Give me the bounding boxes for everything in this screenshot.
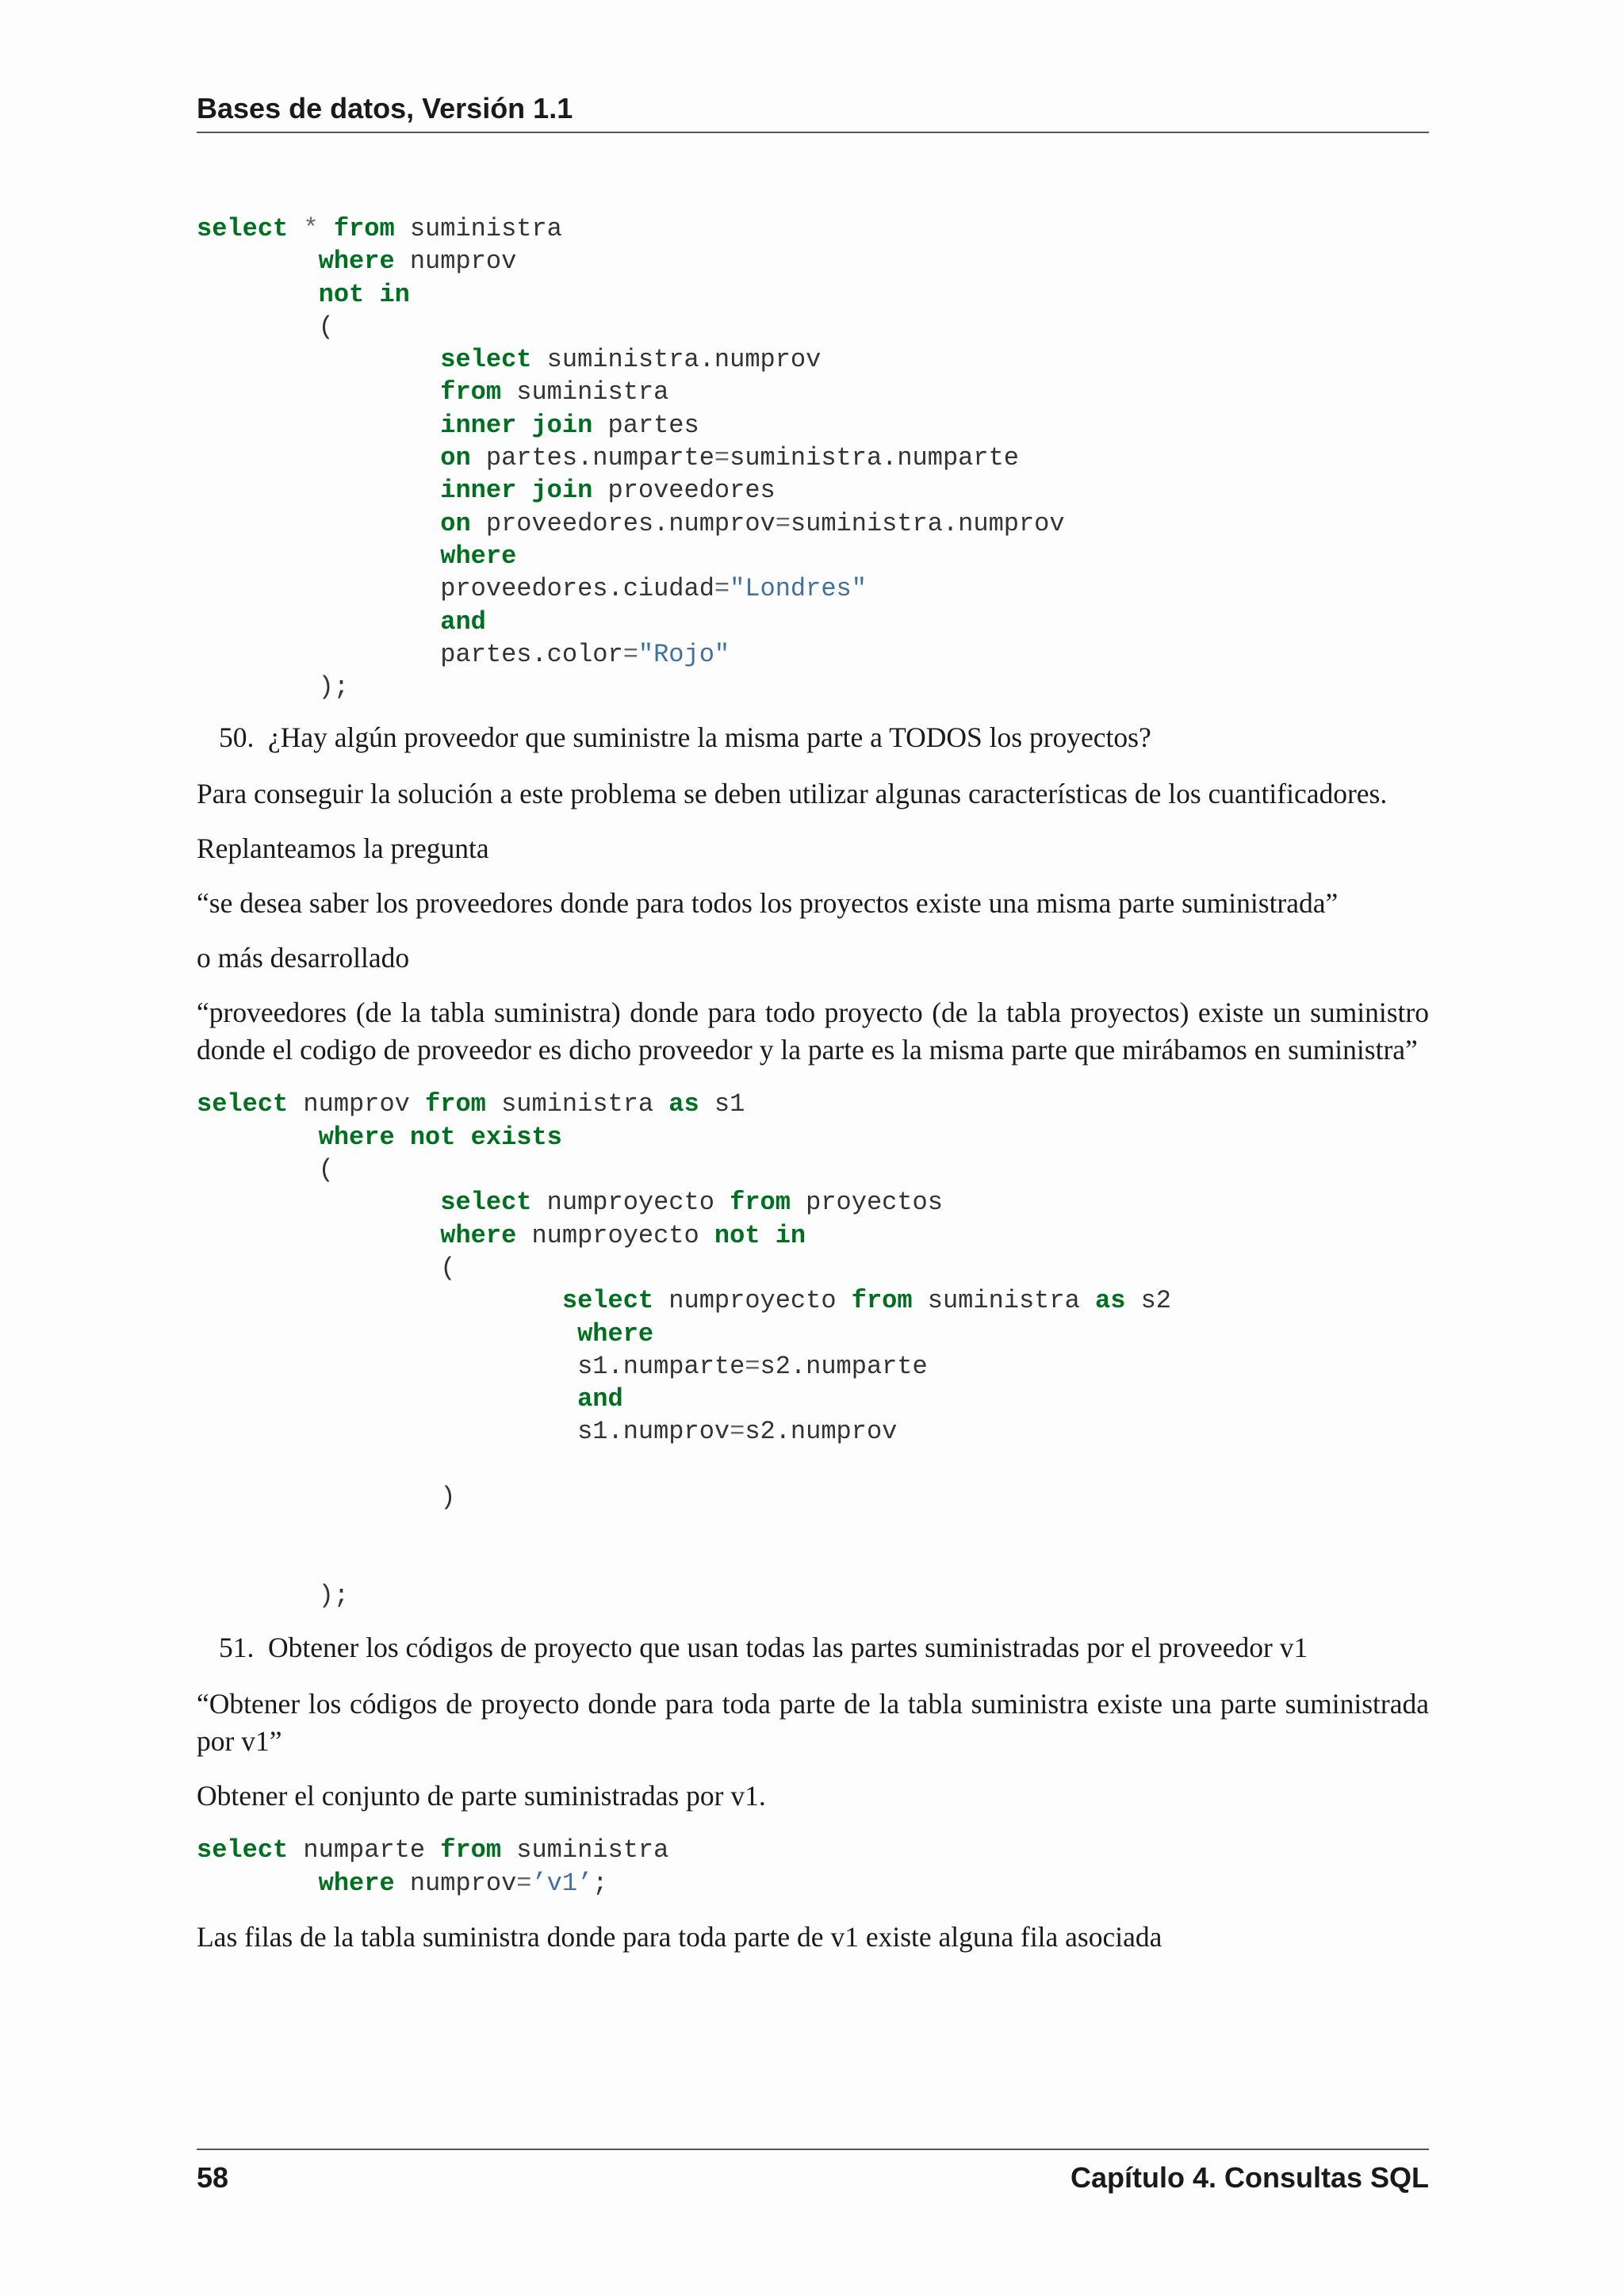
page-number: 58 <box>197 2161 229 2194</box>
code-line: on partes.numparte=suministra.numparte <box>440 443 1019 473</box>
paragraph: Replanteamos la pregunta <box>197 832 489 865</box>
code-line: from suministra <box>440 377 669 408</box>
code-line: where numprov=’v1’; <box>318 1868 608 1898</box>
code-line: inner join proveedores <box>440 476 776 506</box>
page-content <box>197 212 1429 1956</box>
code-line: select * from suministra <box>197 214 562 243</box>
paragraph: “proveedores (de la tabla suministra) donde para todo proyecto (de la tabla proyectos) existe un suministro donde el codigo de proveedor es dicho proveedor y la parte es la misma parte que mirábamos en suministra” <box>197 997 1429 1066</box>
code-line: on proveedores.numprov=suministra.numprov <box>440 508 1065 538</box>
code-line: where not exists <box>318 1122 562 1152</box>
chapter-title: Capítulo 4. Consultas SQL <box>1070 2161 1429 2194</box>
code-block-1 <box>197 212 1429 703</box>
code-line: ( <box>197 1155 334 1185</box>
code-line: select numprov from suministra as s1 <box>197 1089 745 1119</box>
code-line: select suministra.numprov <box>440 345 822 375</box>
code-line: s1.numprov=s2.numprov <box>197 1417 898 1447</box>
code-line: and <box>577 1384 623 1414</box>
code-line: ( <box>197 1253 456 1283</box>
code-line: select numproyecto from proyectos <box>440 1188 943 1218</box>
item-text: ¿Hay algún proveedor que suministre la misma parte a TODOS los proyectos? <box>268 721 1151 754</box>
paragraph: “Obtener los códigos de proyecto donde para toda parte de la tabla suministra existe una parte suministrada por v1” <box>197 1688 1429 1758</box>
code-line: not in <box>318 279 410 309</box>
paragraph: “se desea saber los proveedores donde para todos los proyectos existe una misma parte suministrada” <box>197 887 1339 920</box>
code-line: where <box>440 541 517 571</box>
code-line: inner join partes <box>440 410 699 440</box>
running-header <box>197 92 1429 133</box>
code-line: ); <box>197 672 350 702</box>
header-title: Bases de datos, Versión 1.1 <box>197 92 573 124</box>
code-line: s1.numparte=s2.numparte <box>197 1351 928 1381</box>
code-line: select numproyecto from suministra as s2 <box>561 1286 1171 1316</box>
item-number: 51. <box>219 1632 255 1664</box>
list-item-51 <box>197 1629 1429 1667</box>
code-line: where <box>577 1318 654 1349</box>
code-line: where numproyecto not in <box>440 1220 806 1250</box>
code-line: proveedores.ciudad="Londres" <box>197 574 867 604</box>
code-line: ); <box>197 1580 350 1610</box>
paragraph: o más desarrollado <box>197 942 410 974</box>
code-line: and <box>440 607 486 637</box>
code-block-3 <box>197 1834 1429 1900</box>
paragraph: Para conseguir la solución a este problema se deben utilizar algunas características de los cuantificadores. <box>197 778 1388 810</box>
paragraph: Obtener el conjunto de parte suministradas por v1. <box>197 1780 766 1812</box>
code-line: where numprov <box>318 247 517 277</box>
item-number: 50. <box>219 721 255 754</box>
list-item-50 <box>197 719 1429 756</box>
item-text: Obtener los códigos de proyecto que usan todas las partes suministradas por el proveedor v1 <box>268 1632 1308 1664</box>
code-line: ( <box>197 312 334 342</box>
code-block-2 <box>197 1088 1429 1612</box>
code-line: select numparte from suministra <box>197 1835 669 1866</box>
paragraph: Las filas de la tabla suministra donde para toda parte de v1 existe alguna fila asociada <box>197 1920 1162 1953</box>
running-footer <box>197 2149 1429 2195</box>
code-line: ) <box>197 1483 456 1513</box>
code-line: partes.color="Rojo" <box>197 639 730 669</box>
